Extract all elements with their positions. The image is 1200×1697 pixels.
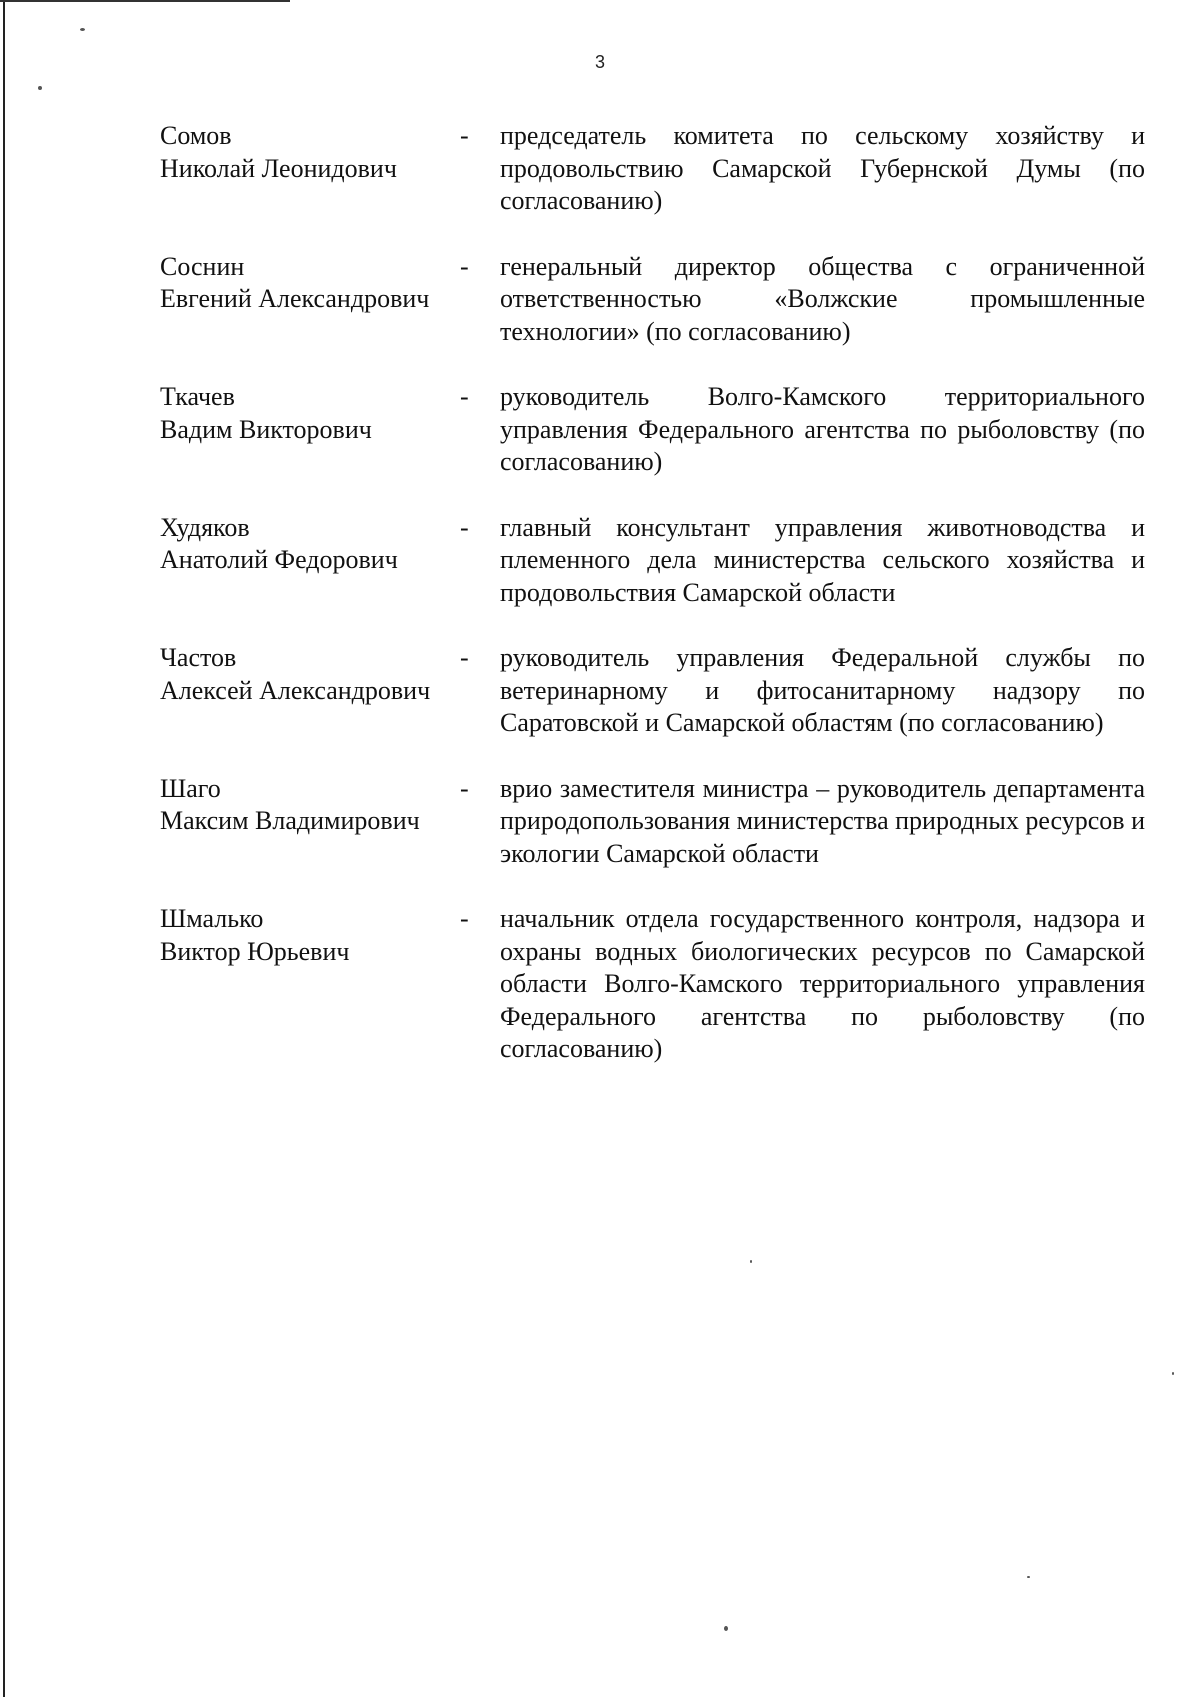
scan-speck [80,28,85,31]
member-dash-cell [460,120,500,218]
member-given-names: Алексей Александрович [160,675,431,705]
member-given-names: Виктор Юрьевич [160,936,350,966]
member-entry [160,903,1145,1066]
scan-speck [1172,1372,1174,1375]
member-name [160,773,470,871]
member-dash-cell [460,642,500,740]
member-dash: - [460,773,469,803]
member-surname: Частов [160,643,237,672]
member-dash-cell [460,903,500,1066]
member-surname: Шаго [160,773,221,803]
member-role: главный консультант управления животноводства и племенного дела министерства сельского хозяйства и продовольствия Самарской области [500,512,1145,607]
member-given-names: Вадим Викторович [160,414,372,444]
member-entry [160,642,1145,740]
member-surname: Сомов [160,121,232,150]
member-dash: - [460,121,469,150]
scan-edge-top [0,0,290,2]
member-given-names: Николай Леонидович [160,153,397,183]
scan-speck [1027,1576,1030,1578]
member-dash: - [460,251,469,281]
member-role: председатель комитета по сельскому хозяйству и продовольствию Самарской Губернской Думы (по согласованию) [500,121,1145,215]
member-entry [160,251,1145,349]
member-surname: Соснин [160,251,245,281]
member-entry [160,773,1145,871]
member-name [160,903,470,1066]
member-surname: Шмалько [160,904,264,933]
member-name [160,512,470,610]
member-given-names: Евгений Александрович [160,284,430,313]
page-number: 3 [594,52,605,72]
member-dash: - [460,904,469,933]
member-role: генеральный директор общества с ограниченной ответственностью «Волжские промышленные технологии» (по согласованию) [500,251,1145,346]
member-dash: - [460,643,469,672]
member-dash: - [460,512,469,542]
scan-edge-left [3,0,5,1697]
member-entry [160,381,1145,479]
member-given-names: Анатолий Федорович [160,545,398,574]
member-role: начальник отдела государственного контроля, надзора и охраны водных биологических ресурсов по Самарской области Волго-Камского территориального управления Федерального агентства по рыболовству (по согласованию) [500,904,1145,1063]
member-dash: - [460,382,469,411]
member-role: руководитель Волго-Камского территориального управления Федерального агентства по рыболовству (по согласованию) [500,382,1145,476]
member-entry [160,512,1145,610]
member-dash-cell [460,512,500,610]
scan-speck [724,1626,728,1631]
member-name [160,381,470,479]
member-entry [160,120,1145,218]
member-role: врио заместителя министра – руководитель департамента природопользования министерства природных ресурсов и экологии Самарской области [500,773,1145,868]
member-surname: Худяков [160,512,250,542]
scan-speck [750,1260,752,1263]
member-name [160,120,470,218]
member-role: руководитель управления Федеральной службы по ветеринарному и фитосанитарному надзору по Саратовской и Самарской областям (по согласованию) [500,643,1145,737]
scan-speck [38,86,42,90]
commission-members-list [160,120,1145,1099]
member-surname: Ткачев [160,382,235,411]
member-given-names: Максим Владимирович [160,806,420,835]
member-dash-cell [460,251,500,349]
member-dash-cell [460,381,500,479]
member-name [160,642,470,740]
member-dash-cell [460,773,500,871]
member-name [160,251,470,349]
